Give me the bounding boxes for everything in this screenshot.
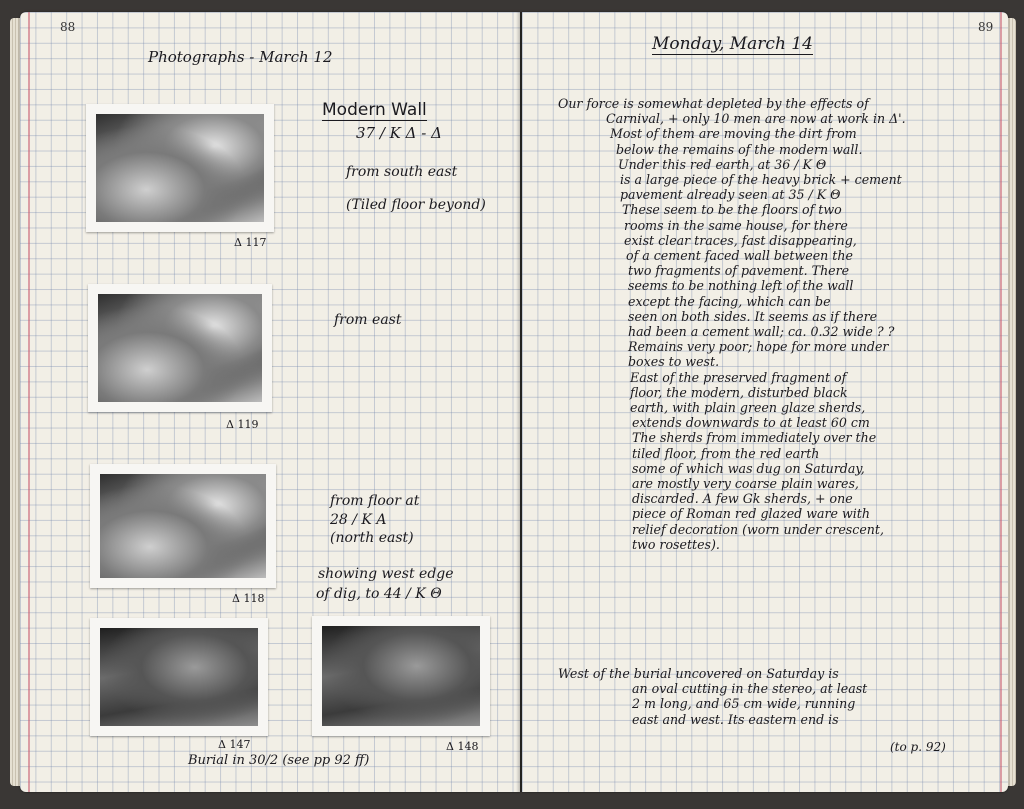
entry-line: an oval cutting in the stereo, at least — [632, 681, 868, 697]
entry-line: seems to be nothing left of the wall — [628, 278, 854, 294]
entry-line: 2 m long, and 65 cm wide, running — [632, 696, 856, 712]
entry-line: rooms in the same house, for there — [624, 217, 848, 233]
photographs-heading: Photographs - March 12 — [148, 48, 333, 66]
entry-line: Under this red earth, at 36 / K Θ — [618, 156, 827, 172]
entry-line: tiled floor, from the red earth — [632, 445, 820, 461]
modern-wall-title: Modern Wall — [322, 100, 427, 120]
entry-line: are mostly very coarse plain wares, — [632, 476, 859, 492]
modern-wall-ref: 37 / K Δ - Δ — [356, 124, 442, 142]
entry-line: seen on both sides. It seems as if there — [628, 308, 878, 324]
photo-119 — [88, 284, 272, 412]
entry-line: east and west. Its eastern end is — [632, 711, 839, 727]
photo-label-148: Δ 148 — [446, 740, 479, 753]
photo-117 — [86, 104, 274, 232]
photo-118 — [90, 464, 276, 588]
burial-paragraph — [558, 666, 867, 727]
entry-line: exist clear traces, fast disappearing, — [624, 232, 857, 248]
entry-line: had been a cement wall; ca. 0.32 wide ? ? — [628, 324, 895, 340]
photo-label-117: Δ 117 — [234, 236, 267, 249]
entry-line: These seem to be the floors of two — [622, 202, 842, 218]
photo-label-118: Δ 118 — [232, 592, 265, 605]
entry-line: boxes to west. — [628, 354, 720, 370]
entry-line: two fragments of pavement. There — [628, 263, 850, 279]
caption-north-east: (north east) — [330, 530, 414, 546]
entry-line: pavement already seen at 35 / K Θ — [620, 187, 841, 203]
date-heading: Monday, March 14 — [652, 34, 813, 54]
entry-line: except the facing, which can be — [628, 293, 831, 309]
entry-line: some of which was dug on Saturday, — [632, 460, 865, 476]
right-page-red-margin — [1000, 12, 1002, 792]
photo-148 — [312, 616, 490, 736]
entry-line: discarded. A few Gk sherds, + one — [632, 491, 853, 507]
entry-line: below the remains of the modern wall. — [616, 141, 863, 157]
left-page-red-margin — [28, 12, 30, 792]
entry-line: Most of them are moving the dirt from — [610, 126, 857, 142]
entry-line: East of the preserved fragment of — [630, 369, 847, 385]
entry-line: is a large piece of the heavy brick + cement — [620, 172, 902, 188]
entry-line: piece of Roman red glazed ware with — [632, 506, 870, 522]
entry-line: West of the burial uncovered on Saturday is — [558, 666, 839, 681]
photo-147 — [90, 618, 268, 736]
caption-from-south-east: from south east — [346, 164, 458, 180]
caption-showing-west-edge: showing west edge — [318, 566, 454, 582]
entry-paragraph — [558, 96, 906, 552]
continuation-note: (to p. 92) — [890, 740, 946, 754]
entry-line: earth, with plain green glaze sherds, — [630, 400, 866, 416]
caption-of-dig: of dig, to 44 / K Θ — [316, 586, 442, 602]
caption-tiled-floor: (Tiled floor beyond) — [346, 197, 486, 213]
entry-line: The sherds from immediately over the — [632, 430, 877, 446]
left-page-number: 88 — [60, 20, 76, 34]
entry-line: extends downwards to at least 60 cm — [632, 415, 870, 431]
photo-label-119: Δ 119 — [226, 418, 259, 431]
entry-line: floor, the modern, disturbed black — [630, 384, 848, 400]
right-page-number: 89 — [978, 20, 994, 34]
entry-line: Carnival, + only 10 men are now at work in Δ'. — [606, 111, 906, 127]
photo-label-147: Δ 147 — [218, 738, 251, 751]
burial-footer: Burial in 30/2 (see pp 92 ff) — [188, 753, 370, 768]
entry-line: two rosettes). — [632, 536, 720, 552]
entry-line: Remains very poor; hope for more under — [628, 339, 889, 355]
entry-line: Our force is somewhat depleted by the effects of — [558, 96, 869, 111]
caption-from-floor: from floor at — [330, 493, 420, 509]
entry-line: of a cement faced wall between the — [626, 248, 853, 264]
caption-floor-ref: 28 / K A — [330, 512, 387, 528]
entry-line: relief decoration (worn under crescent, — [632, 521, 884, 537]
caption-from-east: from east — [334, 312, 402, 328]
